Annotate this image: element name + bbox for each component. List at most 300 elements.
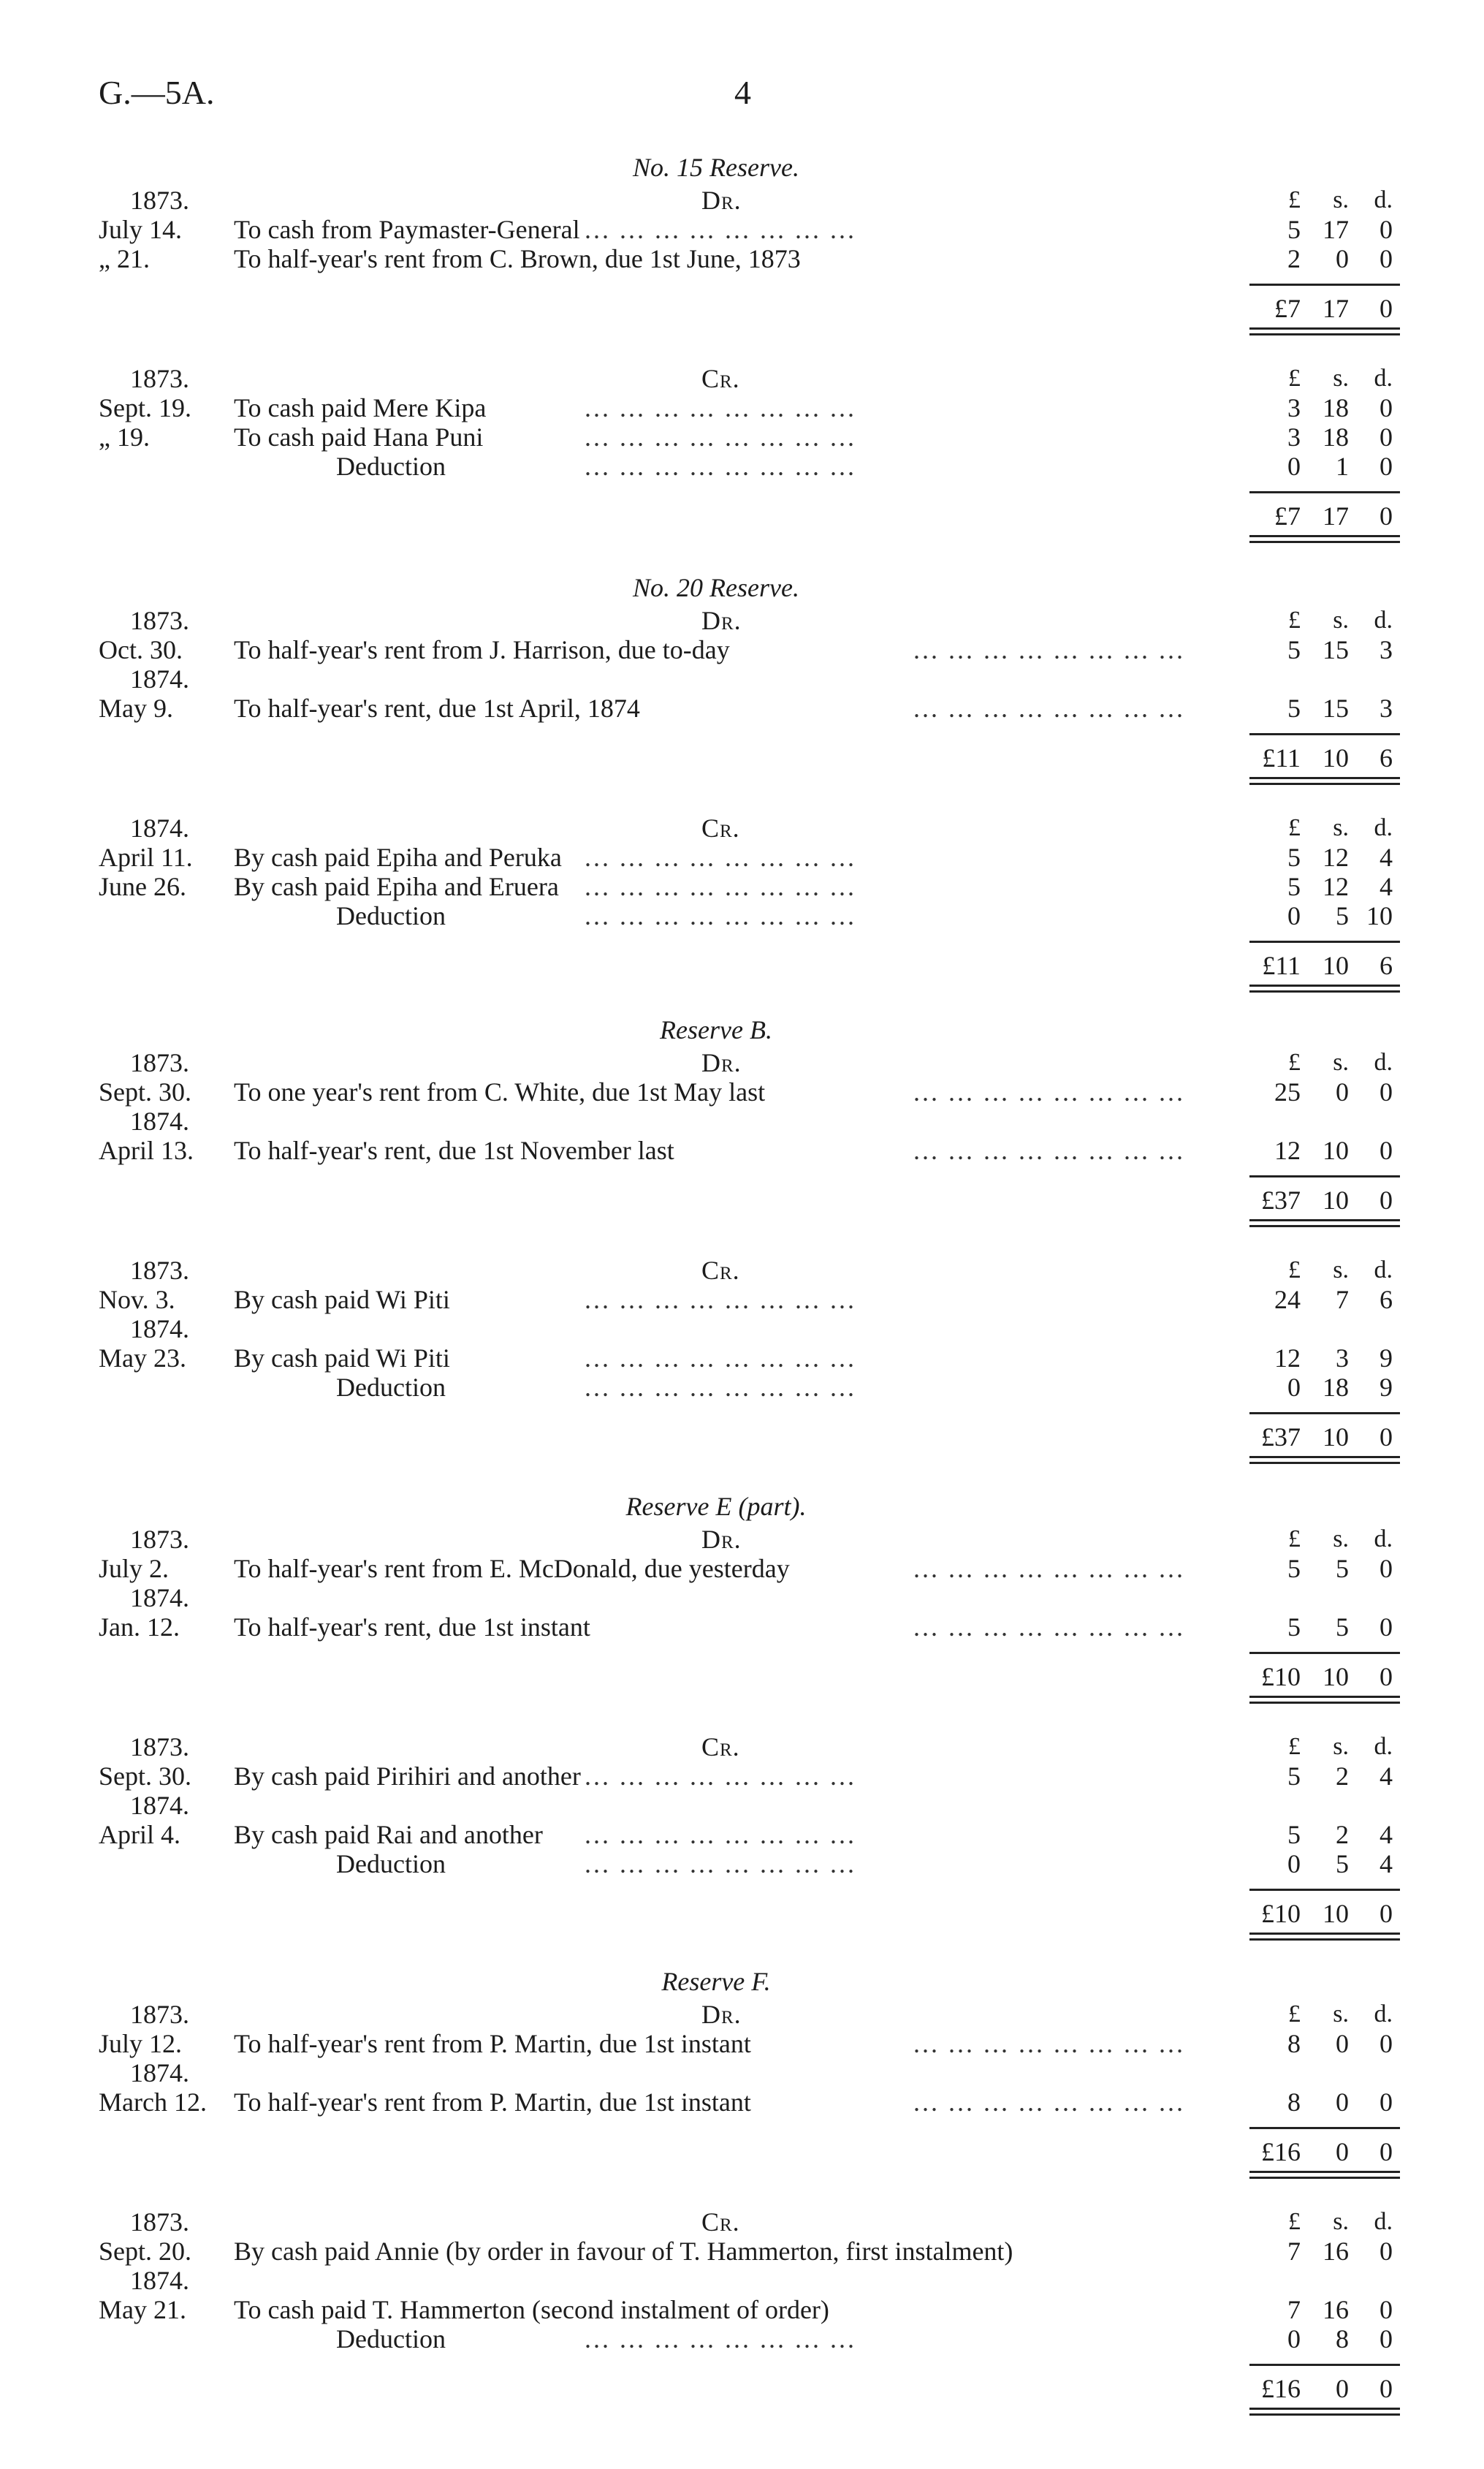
subtotal-rule [1249, 1889, 1400, 1891]
total-amount [1257, 1899, 1393, 1928]
pence: 0 [1380, 1554, 1393, 1583]
money-column-header [1257, 186, 1393, 215]
debit-label: Dr. [701, 1048, 742, 1077]
total-double-rule [1249, 1456, 1400, 1464]
total-amount [1257, 2137, 1393, 2166]
entry-description: To half-year's rent from E. McDonald, due yesterday [234, 1554, 790, 1583]
pence: d. [1374, 1733, 1393, 1760]
pounds: £ [1288, 1256, 1301, 1283]
pence: 0 [1380, 1186, 1393, 1215]
pounds: 7 [1287, 2237, 1301, 2266]
entry-description: To half-year's rent from P. Martin, due 1st instant [234, 2029, 751, 2058]
entry-amount [1257, 1820, 1393, 1849]
leader-dots: ... ... ... ... ... ... ... ... [585, 843, 856, 872]
year-label: 1873. [130, 1525, 189, 1554]
shillings: 10 [1323, 1662, 1349, 1691]
shillings: 0 [1336, 2374, 1349, 2403]
leader-dots: ... ... ... ... ... ... ... ... [585, 901, 856, 930]
entry-description: To half-year's rent from J. Harrison, due to-day [234, 635, 730, 664]
ledger-row [0, 1285, 1484, 1314]
entry-description: To half-year's rent, due 1st instant [234, 1612, 590, 1642]
ledger-row [0, 2087, 1484, 2117]
entry-amount [1257, 843, 1393, 872]
pounds: 5 [1287, 1761, 1301, 1791]
entry-date: Sept. 19. [99, 393, 192, 422]
ledger-row [0, 635, 1484, 664]
pounds: 24 [1274, 1285, 1301, 1314]
shillings: s. [1333, 2000, 1349, 2028]
year-label: 1873. [130, 186, 189, 215]
entry-description: By cash paid Wi Piti [234, 1343, 450, 1373]
section-title: No. 15 Reserve. [633, 153, 799, 182]
ledger-row [0, 422, 1484, 452]
shillings: 2 [1336, 1820, 1349, 1849]
shillings: 1 [1336, 452, 1349, 481]
pence: d. [1374, 1049, 1393, 1076]
leader-dots: ... ... ... ... ... ... ... ... [913, 2029, 1185, 2058]
subtotal-rule [1249, 1412, 1400, 1414]
section-title: No. 20 Reserve. [633, 573, 799, 602]
pence: 0 [1380, 2324, 1393, 2354]
entry-date: Sept. 20. [99, 2237, 192, 2266]
shillings: 0 [1336, 2087, 1349, 2117]
credit-label: Cr. [701, 364, 740, 393]
ledger-row [0, 1077, 1484, 1107]
entry-date: April 11. [99, 843, 193, 872]
pounds: 3 [1287, 422, 1301, 452]
pence: 0 [1380, 452, 1393, 481]
entry-date: May 21. [99, 2295, 186, 2324]
subtotal-rule [1249, 2364, 1400, 2366]
pounds: 7 [1287, 2295, 1301, 2324]
pounds: £ [1288, 1049, 1301, 1076]
total-double-rule [1249, 1696, 1400, 1704]
pence: d. [1374, 186, 1393, 213]
pence: 0 [1380, 2087, 1393, 2117]
leader-dots: ... ... ... ... ... ... ... ... [585, 872, 856, 901]
debit-label: Dr. [701, 186, 742, 215]
credit-label: Cr. [701, 1256, 740, 1285]
entry-amount [1257, 393, 1393, 422]
shillings: 10 [1323, 1422, 1349, 1452]
ledger-row [0, 694, 1484, 723]
entry-date: Sept. 30. [99, 1077, 192, 1107]
ledger-row [0, 452, 1484, 481]
leader-dots: ... ... ... ... ... ... ... ... [585, 452, 856, 481]
pence: 0 [1380, 215, 1393, 244]
total-double-rule [1249, 985, 1400, 993]
ledger-row [0, 1791, 1484, 1820]
ledger-row [0, 843, 1484, 872]
shillings: 5 [1336, 1849, 1349, 1878]
entry-description: By cash paid Wi Piti [234, 1285, 450, 1314]
shillings: 3 [1336, 1343, 1349, 1373]
shillings: 7 [1336, 1285, 1349, 1314]
shillings: 5 [1336, 1554, 1349, 1583]
total-amount [1257, 1186, 1393, 1215]
leader-dots: ... ... ... ... ... ... ... ... [585, 2324, 856, 2354]
leader-dots: ... ... ... ... ... ... ... ... [585, 1285, 856, 1314]
shillings: s. [1333, 2208, 1349, 2235]
leader-dots: ... ... ... ... ... ... ... ... [913, 635, 1185, 664]
subtotal-rule [1249, 491, 1400, 493]
leader-dots: ... ... ... ... ... ... ... ... [585, 215, 856, 244]
shillings: s. [1333, 814, 1349, 841]
ledger-row [0, 2207, 1484, 2237]
total-amount [1257, 2374, 1393, 2403]
leader-dots: ... ... ... ... ... ... ... ... [585, 1849, 856, 1878]
ledger-row [0, 294, 1484, 323]
ledger-row [0, 606, 1484, 635]
entry-description: Deduction [336, 1373, 446, 1402]
pence: 0 [1380, 1077, 1393, 1107]
shillings: 0 [1336, 244, 1349, 273]
entry-amount [1257, 422, 1393, 452]
entry-amount [1257, 1761, 1393, 1791]
pence: 6 [1380, 1285, 1393, 1314]
entry-description: To cash paid Mere Kipa [234, 393, 487, 422]
entry-amount [1257, 1077, 1393, 1107]
entry-date: April 13. [99, 1136, 194, 1165]
year-label: 1873. [130, 2207, 189, 2237]
entry-description: To half-year's rent, due 1st April, 1874 [234, 694, 640, 723]
entry-description: To one year's rent from C. White, due 1st May last [234, 1077, 766, 1107]
ledger-row [0, 1820, 1484, 1849]
pence: 0 [1380, 1136, 1393, 1165]
entry-amount [1257, 1373, 1393, 1402]
shillings: 0 [1336, 1077, 1349, 1107]
pence: 4 [1380, 1761, 1393, 1791]
pounds: 5 [1287, 1554, 1301, 1583]
pounds: 8 [1287, 2087, 1301, 2117]
entry-date: April 4. [99, 1820, 180, 1849]
pence: 0 [1380, 1662, 1393, 1691]
section-title: Reserve E (part). [625, 1492, 807, 1521]
subtotal-rule [1249, 1652, 1400, 1654]
ledger-row [0, 1107, 1484, 1136]
ledger-row [0, 1186, 1484, 1215]
ledger-row [0, 2266, 1484, 2295]
leader-dots: ... ... ... ... ... ... ... ... [913, 1136, 1185, 1165]
pence: d. [1374, 1256, 1393, 1283]
ledger-row [0, 1343, 1484, 1373]
year-label: 1873. [130, 1256, 189, 1285]
subtotal-rule [1249, 2127, 1400, 2129]
ledger-row [0, 2000, 1484, 2029]
year-label: 1873. [130, 1048, 189, 1077]
pence: 0 [1380, 393, 1393, 422]
ledger-row [0, 1761, 1484, 1791]
pounds: 5 [1287, 215, 1301, 244]
pounds: 5 [1287, 1820, 1301, 1849]
entry-date: May 23. [99, 1343, 186, 1373]
ledger-row [0, 364, 1484, 393]
total-amount [1257, 951, 1393, 980]
pence: 0 [1380, 244, 1393, 273]
money-column-header [1257, 1525, 1393, 1554]
entry-amount [1257, 452, 1393, 481]
ledger-row [0, 1583, 1484, 1612]
leader-dots: ... ... ... ... ... ... ... ... [913, 1612, 1185, 1642]
entry-description: To cash paid T. Hammerton (second instalment of order) [234, 2295, 829, 2324]
shillings: 8 [1336, 2324, 1349, 2354]
ledger-row [0, 872, 1484, 901]
pounds: 5 [1287, 694, 1301, 723]
total-amount [1257, 294, 1393, 323]
pounds: 12 [1274, 1343, 1301, 1373]
pence: 0 [1380, 2137, 1393, 2166]
pence: 0 [1380, 2029, 1393, 2058]
shillings: 16 [1323, 2237, 1349, 2266]
pence: 3 [1380, 694, 1393, 723]
shillings: 2 [1336, 1761, 1349, 1791]
entry-description: To half-year's rent from C. Brown, due 1st June, 1873 [234, 244, 801, 273]
entry-description: By cash paid Annie (by order in favour of T. Hammerton, first instalment) [234, 2237, 1013, 2266]
leader-dots: ... ... ... ... ... ... ... ... [913, 1077, 1185, 1107]
pounds: 0 [1287, 1373, 1301, 1402]
entry-amount [1257, 1136, 1393, 1165]
ledger-row [0, 244, 1484, 273]
ledger-row [0, 664, 1484, 694]
ledger-row [0, 215, 1484, 244]
section-title: Reserve F. [661, 1967, 771, 1996]
pence: d. [1374, 2208, 1393, 2235]
leader-dots: ... ... ... ... ... ... ... ... [585, 1373, 856, 1402]
shillings: 18 [1323, 1373, 1349, 1402]
money-column-header [1257, 2207, 1393, 2237]
shillings: s. [1333, 186, 1349, 213]
section-title: Reserve B. [660, 1015, 772, 1044]
credit-label: Cr. [701, 2207, 740, 2237]
pounds: 5 [1287, 843, 1301, 872]
leader-dots: ... ... ... ... ... ... ... ... [585, 1820, 856, 1849]
ledger-row [0, 501, 1484, 531]
pence: 0 [1380, 422, 1393, 452]
year-label: 1874. [130, 813, 189, 843]
pounds: 0 [1287, 901, 1301, 930]
year-label: 1873. [130, 364, 189, 393]
total-double-rule [1249, 535, 1400, 543]
total-amount [1257, 501, 1393, 531]
pounds: £7 [1274, 294, 1301, 323]
pence: 4 [1380, 843, 1393, 872]
year-label: 1873. [130, 1732, 189, 1761]
shillings: 10 [1323, 1899, 1349, 1928]
pence: 0 [1380, 1422, 1393, 1452]
entry-description: Deduction [336, 2324, 446, 2354]
ledger-row [0, 1136, 1484, 1165]
ledger-row [0, 2295, 1484, 2324]
leader-dots: ... ... ... ... ... ... ... ... [585, 393, 856, 422]
ledger-row [0, 1525, 1484, 1554]
entry-amount [1257, 1612, 1393, 1642]
year-label: 1874. [130, 2266, 189, 2295]
year-label: 1874. [130, 1107, 189, 1136]
pence: d. [1374, 607, 1393, 634]
pounds: £16 [1261, 2137, 1301, 2166]
leader-dots: ... ... ... ... ... ... ... ... [585, 1343, 856, 1373]
total-double-rule [1249, 2171, 1400, 2179]
ledger-row [0, 2374, 1484, 2403]
entry-date: Nov. 3. [99, 1285, 175, 1314]
pence: 0 [1380, 1612, 1393, 1642]
pence: d. [1374, 365, 1393, 392]
year-label: 1874. [130, 1314, 189, 1343]
entry-description: By cash paid Epiha and Peruka [234, 843, 562, 872]
pounds: 0 [1287, 2324, 1301, 2354]
money-column-header [1257, 2000, 1393, 2029]
entry-amount [1257, 2237, 1393, 2266]
entry-amount [1257, 901, 1393, 930]
shillings: s. [1333, 365, 1349, 392]
entry-date: March 12. [99, 2087, 207, 2117]
leader-dots: ... ... ... ... ... ... ... ... [913, 694, 1185, 723]
entry-description: Deduction [336, 1849, 446, 1878]
leader-dots: ... ... ... ... ... ... ... ... [913, 1554, 1185, 1583]
pence: 4 [1380, 1820, 1393, 1849]
year-label: 1874. [130, 664, 189, 694]
pounds: 2 [1287, 244, 1301, 273]
shillings: 0 [1336, 2029, 1349, 2058]
entry-date: Jan. 12. [99, 1612, 180, 1642]
ledger-row [0, 901, 1484, 930]
entry-date: „ 19. [99, 422, 150, 452]
shillings: s. [1333, 1256, 1349, 1283]
total-double-rule [1249, 2408, 1400, 2416]
subtotal-rule [1249, 733, 1400, 735]
total-double-rule [1249, 1219, 1400, 1227]
pounds: £ [1288, 186, 1301, 213]
shillings: 10 [1323, 1136, 1349, 1165]
pounds: £37 [1261, 1422, 1301, 1452]
shillings: 10 [1323, 743, 1349, 773]
pence: 0 [1380, 2374, 1393, 2403]
entry-description: By cash paid Epiha and Eruera [234, 872, 559, 901]
entry-amount [1257, 2029, 1393, 2058]
pounds: £ [1288, 1733, 1301, 1760]
year-label: 1874. [130, 1583, 189, 1612]
entry-description: To half-year's rent from P. Martin, due 1st instant [234, 2087, 751, 2117]
subtotal-rule [1249, 1175, 1400, 1177]
shillings: 10 [1323, 1186, 1349, 1215]
pounds: £11 [1262, 743, 1301, 773]
ledger-row [0, 2058, 1484, 2087]
entry-description: By cash paid Rai and another [234, 1820, 543, 1849]
pence: 3 [1380, 635, 1393, 664]
shillings: s. [1333, 1525, 1349, 1552]
ledger-row [0, 186, 1484, 215]
ledger-row [0, 1256, 1484, 1285]
page-number: 4 [734, 74, 751, 111]
entry-date: Sept. 30. [99, 1761, 192, 1791]
total-double-rule [1249, 777, 1400, 785]
pence: 0 [1380, 501, 1393, 531]
entry-amount [1257, 1285, 1393, 1314]
entry-date: June 26. [99, 872, 186, 901]
year-label: 1874. [130, 1791, 189, 1820]
subtotal-rule [1249, 941, 1400, 943]
pounds: £ [1288, 607, 1301, 634]
subtotal-rule [1249, 284, 1400, 286]
pounds: 5 [1287, 1612, 1301, 1642]
pounds: 5 [1287, 872, 1301, 901]
credit-label: Cr. [701, 813, 740, 843]
entry-date: May 9. [99, 694, 173, 723]
entry-amount [1257, 1849, 1393, 1878]
money-column-header [1257, 813, 1393, 843]
ledger-row [0, 1048, 1484, 1077]
pence: 6 [1380, 743, 1393, 773]
ledger-row [0, 393, 1484, 422]
debit-label: Dr. [701, 1525, 742, 1554]
pence: 9 [1380, 1343, 1393, 1373]
pounds: £ [1288, 2208, 1301, 2235]
leader-dots: ... ... ... ... ... ... ... ... [585, 422, 856, 452]
pounds: £ [1288, 814, 1301, 841]
debit-label: Dr. [701, 606, 742, 635]
shillings: s. [1333, 1733, 1349, 1760]
total-double-rule [1249, 327, 1400, 335]
year-label: 1874. [130, 2058, 189, 2087]
pounds: £37 [1261, 1186, 1301, 1215]
pounds: £ [1288, 1525, 1301, 1552]
shillings: s. [1333, 1049, 1349, 1076]
shillings: 15 [1323, 694, 1349, 723]
shillings: 5 [1336, 1612, 1349, 1642]
entry-date: Oct. 30. [99, 635, 183, 664]
entry-amount [1257, 2324, 1393, 2354]
pence: 4 [1380, 872, 1393, 901]
pence: d. [1374, 814, 1393, 841]
pounds: £10 [1261, 1899, 1301, 1928]
pounds: 8 [1287, 2029, 1301, 2058]
money-column-header [1257, 1256, 1393, 1285]
entry-date: „ 21. [99, 244, 150, 273]
document-code: G.—5A. [99, 74, 215, 111]
pence: d. [1374, 1525, 1393, 1552]
shillings: 5 [1336, 901, 1349, 930]
pence: 4 [1380, 1849, 1393, 1878]
pounds: £ [1288, 365, 1301, 392]
money-column-header [1257, 1048, 1393, 1077]
pence: 9 [1380, 1373, 1393, 1402]
leader-dots: ... ... ... ... ... ... ... ... [913, 2087, 1185, 2117]
ledger-row [0, 1612, 1484, 1642]
pence: 0 [1380, 2237, 1393, 2266]
ledger-row [0, 2137, 1484, 2166]
entry-amount [1257, 2087, 1393, 2117]
ledger-row [0, 1849, 1484, 1878]
pounds: 0 [1287, 1849, 1301, 1878]
shillings: s. [1333, 607, 1349, 634]
pounds: £10 [1261, 1662, 1301, 1691]
entry-amount [1257, 215, 1393, 244]
pence: 6 [1380, 951, 1393, 980]
total-amount [1257, 1662, 1393, 1691]
entry-description: To half-year's rent, due 1st November last [234, 1136, 674, 1165]
ledger-row [0, 1373, 1484, 1402]
entry-description: Deduction [336, 901, 446, 930]
shillings: 18 [1323, 422, 1349, 452]
pounds: £ [1288, 2000, 1301, 2028]
shillings: 16 [1323, 2295, 1349, 2324]
money-column-header [1257, 606, 1393, 635]
entry-description: To cash from Paymaster-General [234, 215, 580, 244]
entry-date: July 2. [99, 1554, 170, 1583]
pence: d. [1374, 2000, 1393, 2028]
pounds: £16 [1261, 2374, 1301, 2403]
total-amount [1257, 1422, 1393, 1452]
